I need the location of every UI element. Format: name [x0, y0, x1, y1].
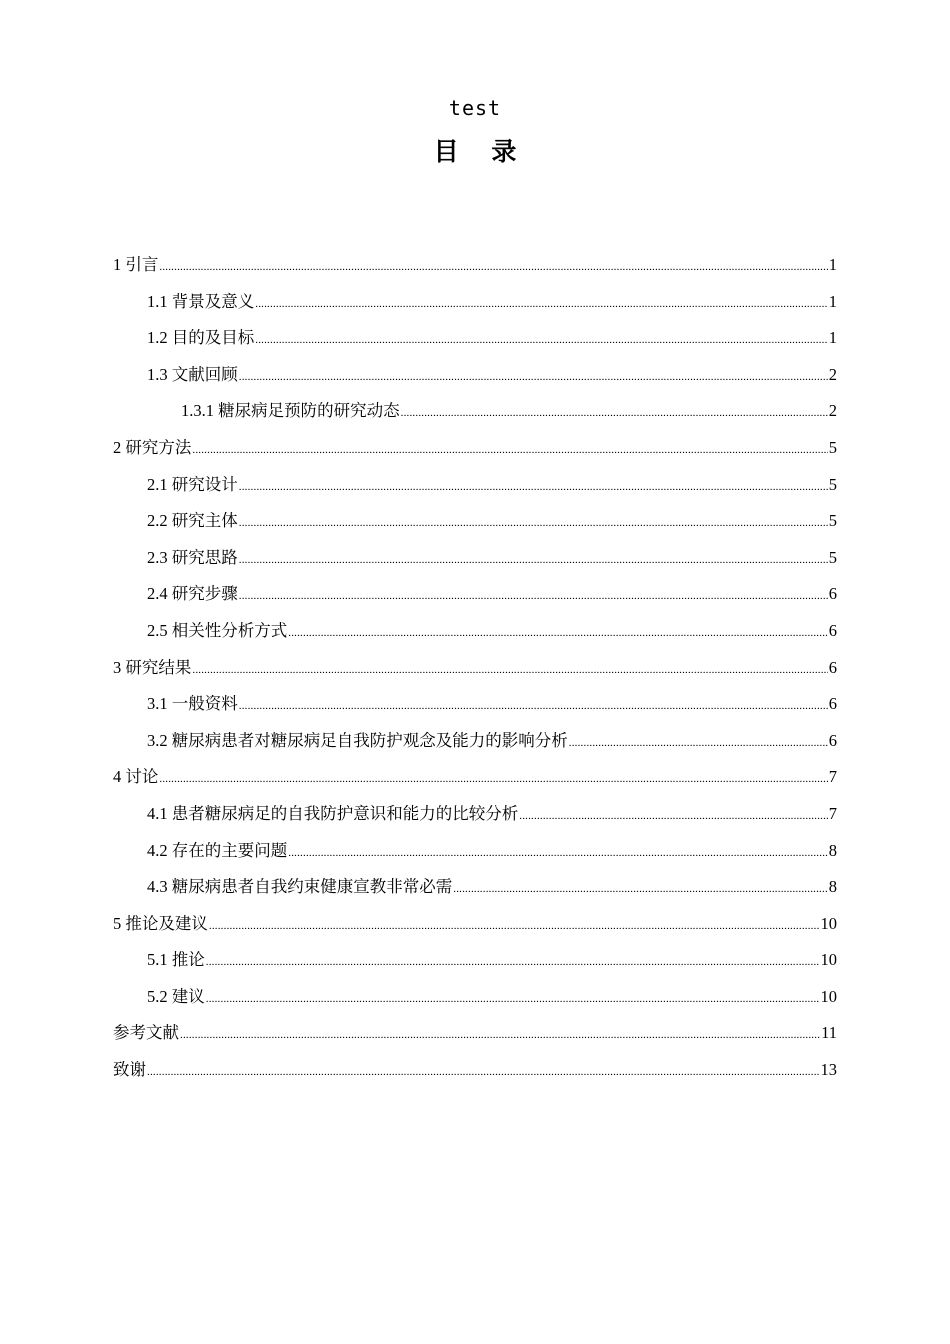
toc-page-number: 1	[828, 328, 837, 348]
toc-page-number: 13	[820, 1060, 837, 1080]
toc-dot-leader	[206, 979, 820, 1018]
toc-entry[interactable]	[113, 576, 837, 613]
toc-entry[interactable]	[113, 430, 837, 467]
toc-dot-leader	[147, 1052, 820, 1091]
toc-dot-leader	[159, 759, 827, 798]
toc-dot-leader	[288, 613, 828, 652]
toc-dot-leader	[180, 1015, 820, 1054]
toc-entry[interactable]	[113, 650, 837, 687]
toc-entry-label: 2.2 研究主体	[147, 511, 238, 531]
toc-entry-label: 2.1 研究设计	[147, 474, 238, 494]
toc-page-number: 8	[828, 840, 837, 860]
toc-entry[interactable]	[113, 540, 837, 577]
toc-page-number: 10	[820, 986, 837, 1006]
toc-dot-leader	[401, 393, 828, 432]
toc-page-number: 5	[828, 547, 837, 567]
toc-dot-leader	[206, 942, 820, 981]
toc-entry[interactable]	[113, 979, 837, 1016]
toc-dot-leader	[519, 796, 828, 835]
toc-entry-label: 2 研究方法	[113, 437, 192, 457]
toc-entry[interactable]	[113, 284, 837, 321]
toc-dot-leader	[569, 723, 828, 762]
toc-entry[interactable]	[113, 906, 837, 943]
toc-page-number: 7	[828, 803, 837, 823]
toc-dot-leader	[255, 284, 828, 323]
page-title: 目 录	[433, 137, 529, 166]
toc-dot-leader	[255, 320, 828, 359]
toc-entry-label: 3.2 糖尿病患者对糖尿病足自我防护观念及能力的影响分析	[147, 730, 568, 750]
toc-page-number: 1	[828, 291, 837, 311]
toc-entry-label: 2.4 研究步骤	[147, 584, 238, 604]
toc-entry-label: 1.2 目的及目标	[147, 328, 255, 348]
toc-entry[interactable]	[113, 247, 837, 284]
toc-entry[interactable]	[113, 942, 837, 979]
toc-page-number: 5	[828, 511, 837, 531]
toc-page-number: 6	[828, 620, 837, 640]
toc-entry-label: 1.3 文献回顾	[147, 364, 238, 384]
toc-entry[interactable]	[113, 686, 837, 723]
toc-entry[interactable]	[113, 759, 837, 796]
toc-dot-leader	[239, 357, 828, 396]
toc-entry-label: 1.3.1 糖尿病足预防的研究动态	[181, 401, 400, 421]
toc-entry-label: 3.1 一般资料	[147, 694, 238, 714]
toc-page-number: 5	[828, 474, 837, 494]
toc-page-number: 10	[820, 950, 837, 970]
toc-dot-leader	[159, 247, 827, 286]
toc-page-number: 5	[828, 437, 837, 457]
toc-entry[interactable]	[113, 723, 837, 760]
toc-dot-leader	[192, 430, 827, 469]
toc-page-number: 6	[828, 694, 837, 714]
toc-entry-label: 1.1 背景及意义	[147, 291, 255, 311]
toc-dot-leader	[239, 540, 828, 579]
toc-page-number: 2	[828, 401, 837, 421]
toc-entry[interactable]	[113, 320, 837, 357]
toc-entry[interactable]	[113, 833, 837, 870]
toc-dot-leader	[239, 576, 828, 615]
toc-dot-leader	[209, 906, 820, 945]
toc-entry-label: 4 讨论	[113, 767, 159, 787]
toc-entry-label: 4.1 患者糖尿病足的自我防护意识和能力的比较分析	[147, 803, 519, 823]
toc-dot-leader	[453, 869, 828, 908]
toc-entry[interactable]	[113, 869, 837, 906]
toc-entry-label: 1 引言	[113, 255, 159, 274]
toc-entry[interactable]	[113, 467, 837, 504]
toc-dot-leader	[239, 686, 828, 725]
toc-entry[interactable]	[113, 503, 837, 540]
toc-entry-label: 5.1 推论	[147, 950, 205, 970]
toc-page-number: 6	[828, 584, 837, 604]
toc-entry-label: 参考文献	[113, 1023, 179, 1043]
toc-dot-leader	[239, 467, 828, 506]
toc-page-number: 6	[828, 730, 837, 750]
toc-entry-label: 4.2 存在的主要问题	[147, 840, 288, 860]
toc-page-number: 8	[828, 877, 837, 897]
toc-entry-label: 致谢	[113, 1060, 146, 1080]
toc-dot-leader	[288, 833, 828, 872]
toc-page-number: 7	[828, 767, 837, 787]
toc-entry[interactable]	[113, 393, 837, 430]
toc-entry-label: 4.3 糖尿病患者自我约束健康宣教非常必需	[147, 877, 453, 897]
toc-entry-label: 2.5 相关性分析方式	[147, 620, 288, 640]
toc-dot-leader	[192, 650, 827, 689]
toc-entry[interactable]	[113, 796, 837, 833]
toc-page-number: 10	[820, 913, 837, 933]
toc-page-number: 11	[821, 1023, 837, 1043]
toc-entry[interactable]	[113, 1015, 837, 1052]
toc-entry-label: 2.3 研究思路	[147, 547, 238, 567]
table-of-contents	[113, 247, 837, 1089]
toc-entry-label: 5 推论及建议	[113, 913, 208, 933]
toc-entry[interactable]	[113, 357, 837, 394]
toc-page-number: 2	[828, 364, 837, 384]
toc-entry[interactable]	[113, 613, 837, 650]
toc-entry-label: 5.2 建议	[147, 986, 205, 1006]
toc-entry-label: 3 研究结果	[113, 657, 192, 677]
toc-page-number: 6	[828, 657, 837, 677]
toc-entry[interactable]	[113, 1052, 837, 1089]
toc-page-number: 1	[828, 255, 837, 274]
page-header: test	[448, 96, 502, 120]
toc-dot-leader	[239, 503, 828, 542]
